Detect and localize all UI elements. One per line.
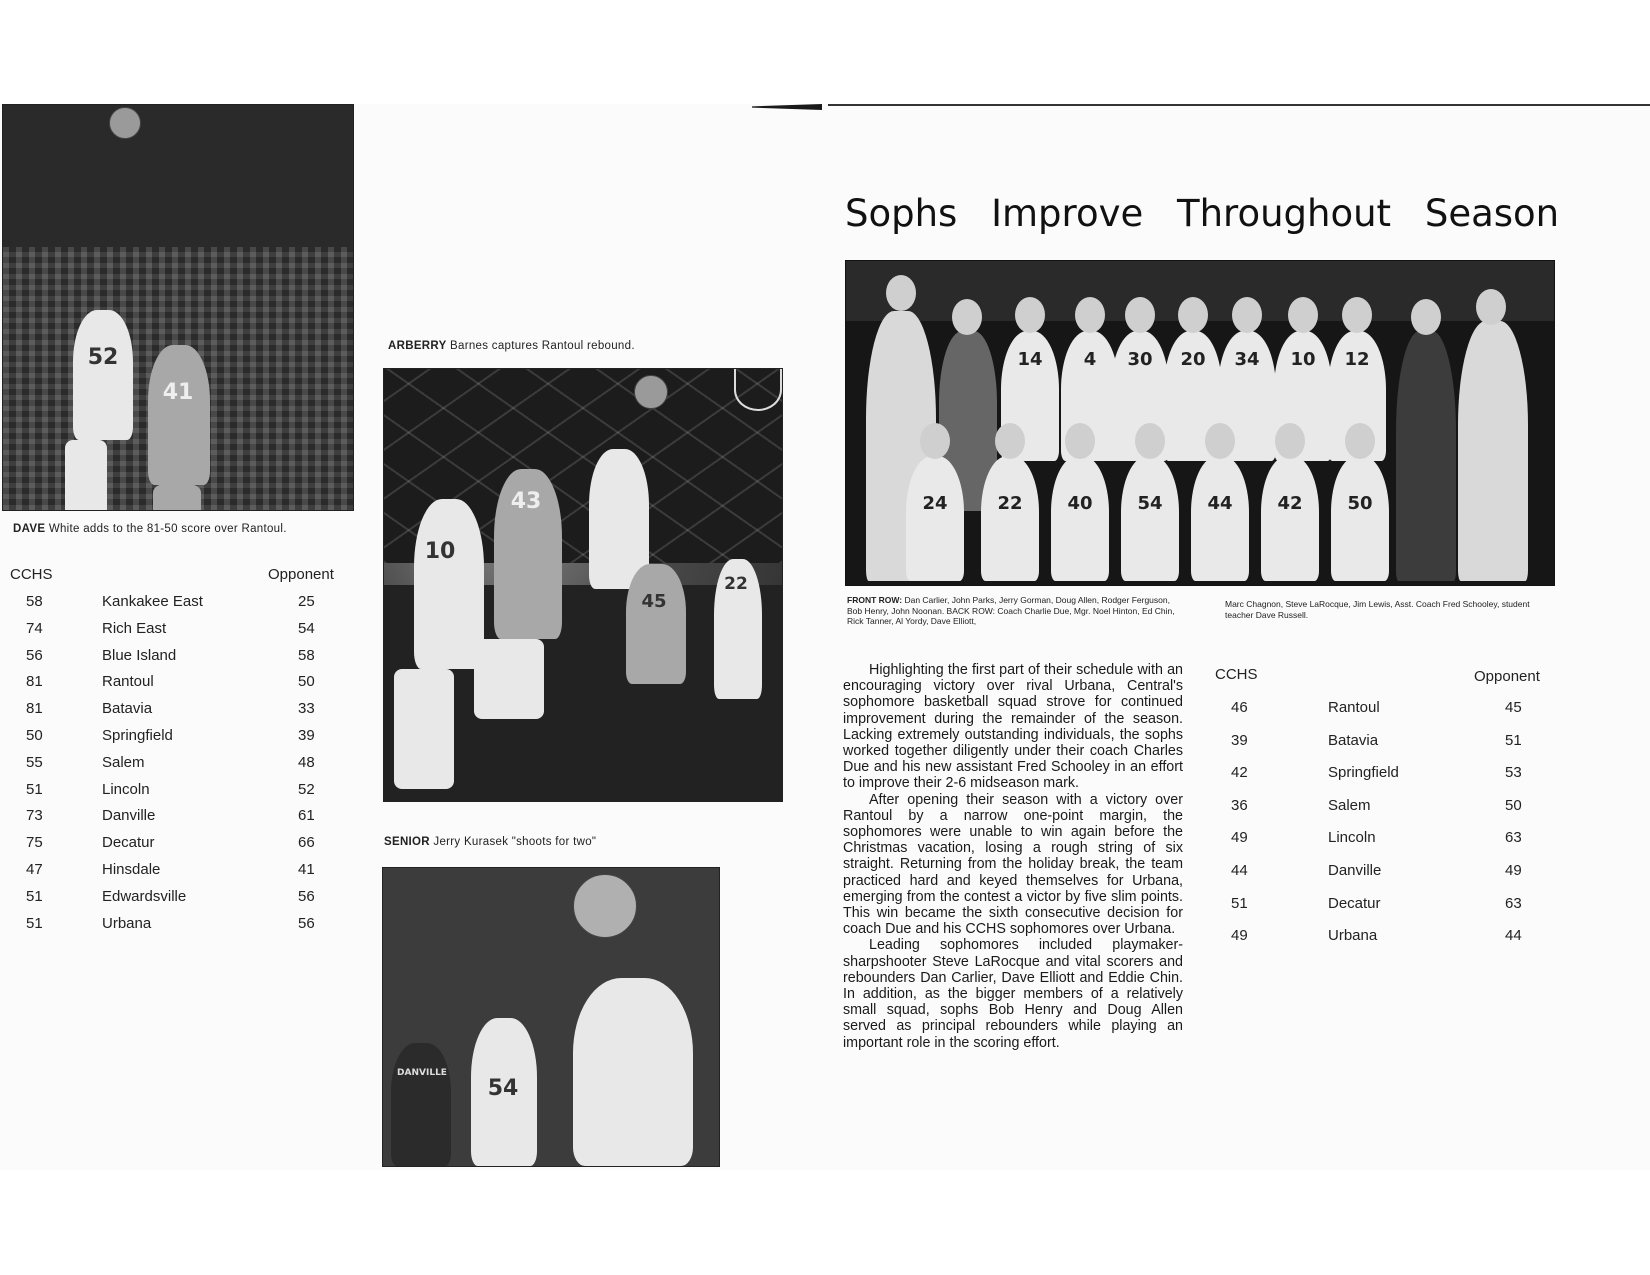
schedule-row [10,673,350,699]
caption-text: Dan Carlier, John Parks, Jerry Gorman, Doug Allen, Rodger Ferguson, Bob Henry, John Noonan. BACK ROW: Coach Charlie Due, Mgr. Noel Hinton, Ed Chin, Rick Tanner, Al Yordy, Dave Elliott, [847,595,1175,626]
jersey-number: 44 [1207,493,1233,514]
opponent-score: 58 [298,646,315,664]
player-legs [474,639,544,719]
photo3-caption [384,836,596,848]
cchs-score: 73 [26,807,43,825]
caption-name: DAVE [13,523,46,535]
team-caption-right: Marc Chagnon, Steve LaRocque, Jim Lewis, Asst. Coach Fred Schooley, student teacher Dave Russell. [1225,599,1530,620]
jersey-number: 10 [424,539,456,564]
opponent-team: Salem [1328,796,1371,814]
photo-kurasek-shot [382,867,720,1167]
player-legs [153,485,201,511]
player-head [1015,297,1045,333]
schedule-row [1215,797,1555,823]
opponent-header: Opponent [1474,668,1540,685]
opponent-team: Urbana [102,914,152,932]
caption-text: Jerry Kurasek "shoots for two" [433,836,597,848]
cchs-score: 44 [1231,862,1248,879]
coach-head [886,275,916,311]
opponent-team: Kankakee East [102,593,203,610]
player-danville [391,1043,451,1166]
jersey-number: 20 [1180,349,1206,370]
opponent-score: 66 [298,834,315,852]
player-legs [65,440,107,511]
jersey-number: 50 [1347,493,1373,514]
player-52 [73,310,133,440]
player-head [1125,297,1155,333]
schedule-row [1215,829,1555,855]
opponent-score: 56 [298,914,315,932]
cchs-score: 58 [26,593,43,610]
schedule-row [10,834,350,860]
opponent-team: Rich East [102,619,167,637]
opponent-score: 56 [298,887,315,905]
player-kurasek [573,978,693,1166]
schedule-row [10,593,350,619]
cchs-header: CCHS [1215,666,1258,683]
schedule-row [10,647,350,673]
opponent-team: Urbana [1328,927,1378,945]
schedule-row [1215,764,1555,790]
schedule-row [10,807,350,833]
opponent-team: Rantoul [102,673,154,691]
opponent-score: 61 [298,807,315,825]
gym-ceiling [3,105,353,247]
schedule-row [10,888,350,914]
player-head [1075,297,1105,333]
jersey-number: 14 [1017,349,1043,370]
photo1-caption [13,523,287,535]
jersey-number: 34 [1234,349,1260,370]
photo-arberry-rebound [383,368,783,802]
cchs-score: 51 [1231,894,1248,912]
cchs-score: 51 [26,887,43,905]
player-head [1232,297,1262,333]
opponent-team: Decatur [102,834,155,852]
cchs-header: CCHS [10,566,53,583]
cchs-score: 51 [26,780,43,798]
caption-text: Barnes captures Rantoul rebound. [450,340,635,352]
player-head [1345,423,1375,459]
schedule-row [10,915,350,941]
photo2-caption [388,340,635,352]
team-photo [845,260,1555,586]
opponent-team: Lincoln [1328,829,1376,847]
opponent-score: 54 [298,619,315,637]
opponent-score: 39 [298,727,315,744]
opponent-team: Rantoul [1328,699,1380,716]
player-head [1288,297,1318,333]
cchs-score: 81 [26,673,43,691]
jersey-number: 45 [641,591,667,612]
caption-name: ARBERRY [388,340,447,352]
player-41 [148,345,210,485]
basketball-icon [109,107,141,139]
opponent-score: 44 [1505,927,1522,945]
player-head [1342,297,1372,333]
player-head [1178,297,1208,333]
schedule-row [1215,895,1555,921]
opponent-score: 33 [298,700,315,718]
opponent-score: 50 [1505,796,1522,814]
jersey-number: 10 [1290,349,1316,370]
opponent-score: 52 [298,780,315,798]
article-paragraph: Highlighting the first part of their schedule with an encouraging victory over rival Urbana, Central's sophomore basketball squad strove for continued improvement during the remainder of the season. Lacking extremely outstanding individuals, the sophs worked together diligently under their coach Charles Due and his new assistant Fred Schooley in an effort to improve their 2-6 midseason mark. [843,662,1183,792]
player-head [995,423,1025,459]
opponent-team: Decatur [1328,894,1381,912]
player-head [1065,423,1095,459]
cchs-score: 51 [26,914,43,932]
jersey-text: DANVILLE [397,1068,447,1078]
opponent-score: 45 [1505,699,1522,716]
team-player [1191,456,1249,581]
article-text [843,662,1183,1051]
opponent-score: 50 [298,673,315,691]
opponent-team: Lincoln [102,780,150,798]
player-head [1275,423,1305,459]
student-teacher [1458,321,1528,581]
cchs-score: 39 [1231,731,1248,749]
opponent-team: Hinsdale [102,861,161,878]
jersey-number: 22 [724,574,748,594]
schedule-row [10,727,350,753]
article-paragraph: After opening their season with a victory over Rantoul by a narrow one-point margin, the sophomores were unable to win again before the Christmas vacation, losing a rough string of six straight. Returning from the holiday break, the team practiced hard and keyed themselves for Urbana, emerging from the contest a victor by five slim points. This win became the sixth consecutive decision for coach Due and his CCHS sophomores over Urbana. [843,791,1183,938]
team-player [981,456,1039,581]
cchs-score: 55 [26,753,43,771]
player-head [920,423,950,459]
team-player [906,456,964,581]
schedule-row [10,754,350,780]
cchs-score: 42 [1231,764,1248,782]
coach-head [1411,299,1441,335]
team-player [1261,456,1319,581]
jersey-number: 54 [1137,493,1163,514]
opponent-score: 48 [298,753,315,771]
team-player [1051,456,1109,581]
schedule-row [1215,927,1555,953]
caption-text: White adds to the 81-50 score over Rantoul. [48,523,287,535]
cchs-score: 49 [1231,829,1248,847]
basketball-icon [634,375,668,409]
jersey-number: 52 [87,345,119,370]
player-head [1205,423,1235,459]
jersey-number: 30 [1127,349,1153,370]
photo-dave-white [2,104,354,511]
schedule-row [1215,732,1555,758]
cchs-score: 49 [1231,927,1248,945]
cchs-score: 75 [26,834,43,852]
opponent-team: Salem [102,753,145,771]
schedule-row [10,861,350,887]
cchs-score: 36 [1231,796,1248,814]
opponent-team: Batavia [1328,731,1379,749]
team-player [1121,456,1179,581]
cchs-score: 56 [26,646,43,664]
opponent-score: 63 [1505,829,1522,847]
coach-fred-schooley [1396,331,1456,581]
manager-head [952,299,982,335]
cchs-score: 46 [1231,699,1248,716]
opponent-header: Opponent [268,566,334,583]
schedule-row [1215,699,1555,725]
opponent-score: 49 [1505,862,1522,879]
jersey-number: 43 [510,489,542,514]
opponent-team: Springfield [102,727,173,744]
article-paragraph: Leading sophomores included playmaker-sharpshooter Steve LaRocque and vital scorers and rebounders Dan Carlier, Dave Elliott and Eddie Chin. In addition, as the bigger members of a relatively small squad, sophs Bob Henry and Doug Allen served as principal rebounders while playing an important role in the scoring effort. [843,937,1183,1051]
jersey-number: 24 [922,493,948,514]
cchs-score: 50 [26,727,43,744]
opponent-team: Blue Island [102,646,177,664]
varsity-schedule [10,566,350,946]
opponent-team: Danville [1328,862,1382,879]
caption-name: SENIOR [384,836,430,848]
opponent-team: Edwardsville [102,887,187,905]
basket-net-icon [734,369,782,411]
jersey-number: 41 [162,380,194,405]
caption-label: FRONT ROW: [847,595,903,605]
cchs-score: 81 [26,700,43,718]
schedule-row [10,781,350,807]
player-head [1135,423,1165,459]
basketball-icon [573,874,637,938]
opponent-team: Batavia [102,700,153,718]
opponent-team: Danville [102,807,156,825]
jersey-number: 42 [1277,493,1303,514]
jersey-number: 22 [997,493,1023,514]
opponent-score: 51 [1505,731,1522,749]
teacher-head [1476,289,1506,325]
sophomore-schedule [1215,666,1555,946]
jersey-number: 40 [1067,493,1093,514]
opponent-score: 63 [1505,894,1522,912]
opponent-score: 53 [1505,764,1522,782]
opponent-score: 41 [298,861,315,878]
cchs-score: 74 [26,619,43,637]
player-45 [626,564,686,684]
page-title: Sophs Improve Throughout Season [845,192,1560,235]
jersey-number: 54 [487,1076,519,1101]
team-player [1331,456,1389,581]
jersey-number: 4 [1083,349,1097,370]
player-legs [394,669,454,789]
jersey-number: 12 [1344,349,1370,370]
team-caption-left [847,595,1182,627]
opponent-score: 25 [298,593,315,610]
schedule-row [1215,862,1555,888]
cchs-score: 47 [26,861,43,878]
schedule-row [10,700,350,726]
schedule-row [10,620,350,646]
opponent-team: Springfield [1328,764,1399,782]
page-edge-line [828,104,1650,106]
